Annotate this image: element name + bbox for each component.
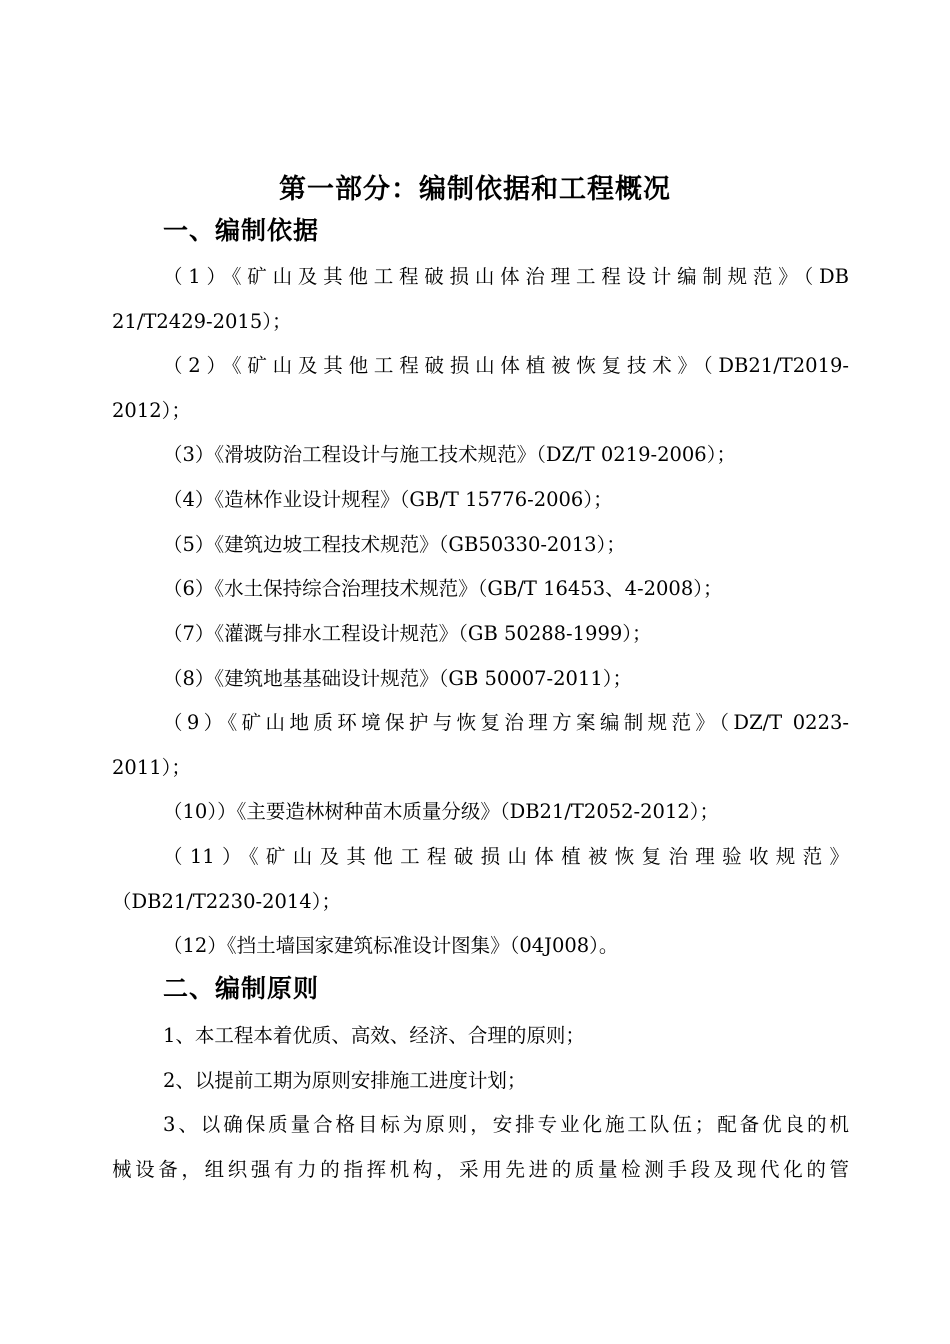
list-item-continuation: 2012）；: [112, 399, 191, 422]
list-item: （3）《滑坡防治工程设计与施工技术规范》（DZ/T 0219-2006）；: [163, 443, 736, 466]
list-item: （2）《矿山及其他工程破损山体植被恢复技术》（DB21/T2019-: [163, 354, 849, 377]
list-item: （8）《建筑地基基础设计规范》（GB 50007-2011）；: [163, 667, 633, 690]
list-item-continuation: 21/T2429-2015）；: [112, 310, 292, 333]
list-item-continuation: 械设备，组织强有力的指挥机构，采用先进的质量检测手段及现代化的管: [112, 1158, 849, 1181]
section-heading-basis: 一、编制依据: [163, 216, 320, 245]
list-item: （7）《灌溉与排水工程设计规范》（GB 50288-1999）；: [163, 622, 652, 645]
list-item: （12）《挡土墙国家建筑标准设计图集》（04J008）。: [163, 934, 619, 957]
list-item: （10））《主要造林树种苗木质量分级》（DB21/T2052-2012）；: [163, 800, 720, 823]
section-heading-principles: 二、编制原则: [163, 974, 320, 1003]
list-item: （11）《矿山及其他工程破损山体植被恢复治理验收规范》: [163, 845, 849, 868]
list-item-continuation: 2011）；: [112, 756, 191, 779]
list-item: 1、本工程本着优质、高效、经济、合理的原则；: [163, 1024, 585, 1047]
list-item: 2、以提前工期为原则安排施工进度计划；: [163, 1069, 527, 1092]
list-item-continuation: （DB21/T2230-2014）；: [112, 890, 341, 913]
list-item: （9）《矿山地质环境保护与恢复治理方案编制规范》（DZ/T 0223-: [163, 711, 849, 734]
list-item: （6）《水土保持综合治理技术规范》（GB/T 16453、4-2008）；: [163, 577, 723, 600]
list-item: 3、以确保质量合格目标为原则，安排专业化施工队伍；配备优良的机: [163, 1113, 849, 1136]
document-title: 第一部分：编制依据和工程概况: [279, 174, 671, 205]
list-item: （1）《矿山及其他工程破损山体治理工程设计编制规范》（DB: [163, 265, 849, 288]
list-item: （4）《造林作业设计规程》（GB/T 15776-2006）；: [163, 488, 613, 511]
list-item: （5）《建筑边坡工程技术规范》（GB50330-2013）；: [163, 533, 626, 556]
